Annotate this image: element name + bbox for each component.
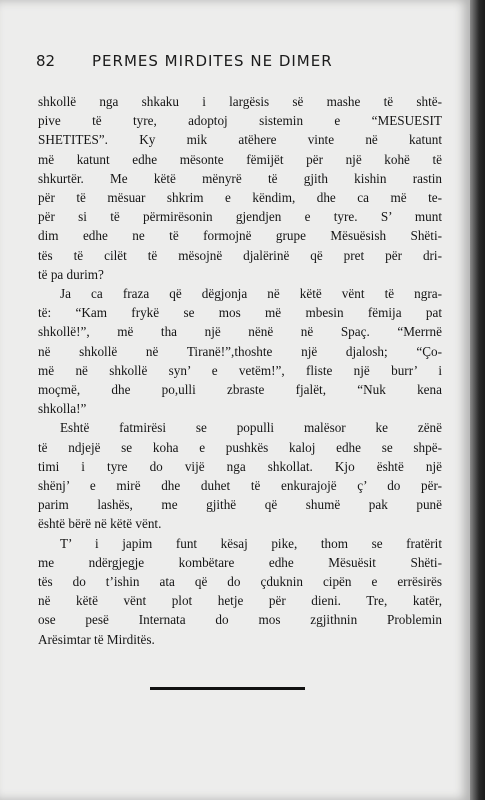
text-line: më katunt edhe mësonte fëmijët për një kohë të: [38, 151, 442, 167]
paragraph: [38, 284, 442, 418]
text-line: Arësimtar të Mirditës.: [38, 631, 155, 647]
text-line: shkolla!”: [38, 401, 87, 417]
body-text: [38, 92, 442, 649]
text-line: tës do t’ishin ata që do çduknin cipën e errësirës: [38, 574, 442, 590]
text-line: moçmë, dhe po,ulli zbraste fjalët, “Nuk kena: [38, 382, 442, 398]
text-line: T’ i japim funt kësaj pike, thom se fratërit: [60, 535, 442, 551]
text-line: shënj’ e mirë dhe duhet të enkurajojë ç’ do për-: [38, 478, 442, 494]
text-line: të: “Kam frykë se mos më mbesin fëmija pat: [38, 305, 442, 321]
text-line: për si të përmirësonin gjendjen e tyre. S’ munt: [38, 209, 442, 225]
running-title: PERMES MIRDITES NE DIMER: [92, 52, 333, 70]
text-line: për të mësuar shkrim e këndim, dhe ca më te-: [38, 190, 442, 206]
text-line: parim lashës, me gjithë që shumë pak punë: [38, 497, 442, 513]
text-line: ose pesë Internata do mos zgjithnin Problemin: [38, 612, 442, 628]
page-number: 82: [36, 52, 56, 70]
text-line: timi i tyre do vijë nga shkollat. Kjo është një: [38, 458, 442, 474]
paragraph: [38, 418, 442, 533]
text-line: shkollë nga shkaku i largësis së mashe të shtë-: [38, 94, 442, 109]
text-line: dim edhe ne të formojnë grupe Mësuësish Shëti-: [38, 228, 442, 244]
paragraph: [38, 534, 442, 649]
text-line: është bërë në këtë vënt.: [38, 516, 162, 532]
text-line: Ja ca fraza që dëgjonja në këtë vënt të ngra-: [60, 286, 442, 302]
text-line: shkurtër. Me këtë mënyrë të gjith kishin rastin: [38, 170, 442, 186]
text-line: Eshtë fatmirësi se populli malësor ke zënë: [60, 420, 442, 436]
text-line: shkollë!”, më tha një nënë në Spaç. “Merrnë: [38, 324, 442, 340]
text-line: në shkollë në Tiranë!”,thoshte një djalosh; “Ço-: [38, 343, 442, 359]
text-line: të ndjejë se koha e pushkës kaloj edhe se shpë-: [38, 439, 442, 455]
text-line: pive të tyre, adoptoj sistemin e “MESUESIT: [38, 113, 442, 129]
book-spine: [470, 0, 485, 800]
text-line: në këtë vënt plot hetje për dieni. Tre, katër,: [38, 593, 442, 609]
paragraph: [38, 92, 442, 284]
text-line: të pa durim?: [38, 266, 104, 282]
text-line: më në shkollë syn’ e vetëm!”, fliste një burr’ i: [38, 362, 442, 378]
text-line: tës të cilët të mësojnë djalërinë që pret për dri-: [38, 247, 442, 263]
text-line: me ndërgjegje kombëtare edhe Mësuësit Shëti-: [38, 554, 442, 570]
text-line: SHETITES”. Ky mik atëhere vinte në katunt: [38, 132, 442, 148]
end-rule: [150, 687, 305, 690]
